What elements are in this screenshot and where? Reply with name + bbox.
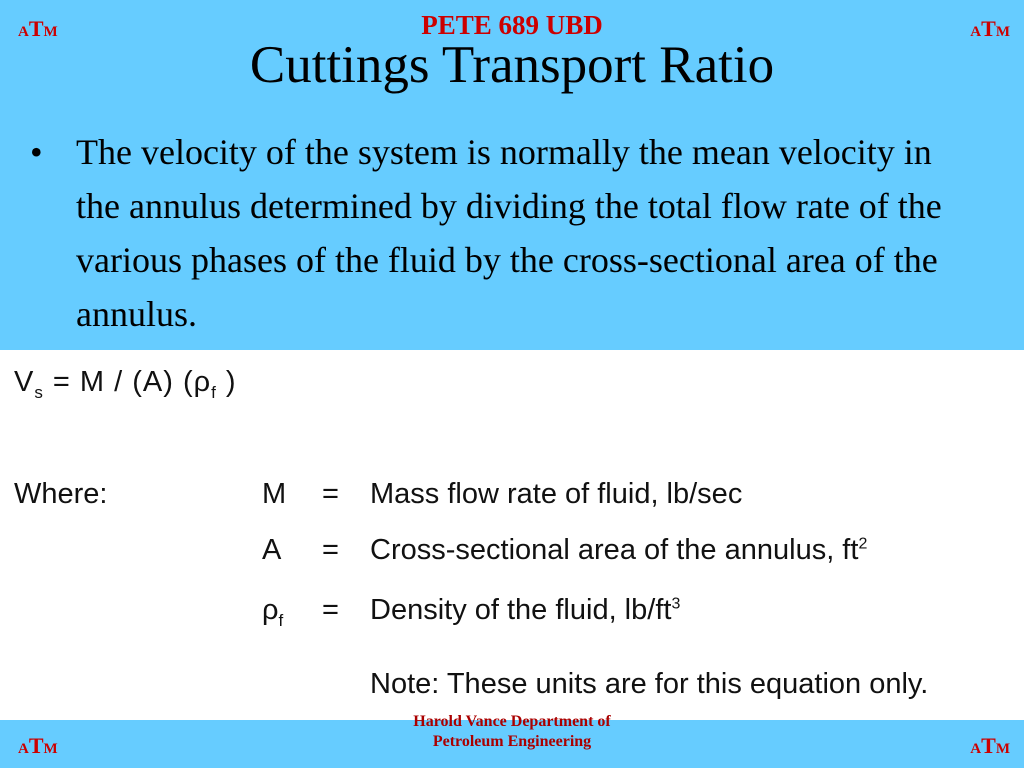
equation-rho-subscript: f	[211, 382, 217, 402]
definition-symbol: A	[262, 534, 282, 566]
course-code: PETE 689 UBD	[421, 10, 603, 40]
equation-lhs: V	[14, 366, 35, 398]
definition-symbol: M	[262, 478, 287, 510]
logo-letter-m: M	[43, 24, 58, 40]
logo-letter-m: M	[995, 24, 1010, 40]
logo-letter-t: T	[981, 16, 996, 41]
logo-letter-a: A	[970, 24, 982, 40]
logo-letter-a: A	[18, 24, 29, 40]
logo-letter-t: T	[981, 733, 996, 758]
logo-letter-t: T	[28, 16, 44, 41]
footer-line-2: Petroleum Engineering	[432, 733, 592, 750]
bullet-marker: •	[30, 132, 43, 172]
equation-close: )	[216, 366, 237, 398]
logo-letter-m: M	[995, 741, 1010, 757]
velocity-equation	[14, 366, 237, 403]
footer-line-1: Harold Vance Department of	[413, 713, 611, 730]
definition-description: Mass flow rate of fluid, lb/sec	[370, 478, 743, 510]
footer-department	[0, 712, 1024, 752]
equation-lhs-subscript: s	[34, 382, 44, 402]
where-label: Where:	[14, 478, 108, 510]
logo-letter-m: M	[43, 741, 58, 757]
equation-rhs: = M / (A) (	[52, 366, 194, 398]
logo-letter-a: A	[970, 741, 982, 757]
definition-description: Cross-sectional area of the annulus, $ft^2$	[370, 534, 868, 566]
definition-equals: =	[322, 478, 339, 510]
units-note: Note: These units are for this equation only.	[370, 668, 929, 700]
definition-equals: =	[322, 534, 339, 566]
logo-letter-a: A	[18, 741, 29, 757]
definition-equals: =	[322, 594, 339, 626]
equation-panel	[0, 350, 1024, 720]
logo-letter-t: T	[28, 733, 44, 758]
definition-symbol: $\rho_f$	[262, 594, 284, 630]
bullet-text: The velocity of the system is normally the mean velocity in the annulus determined by dividing the total flow rate of the various phases of the fluid by the cross-sectional area of the annulus.	[76, 132, 942, 334]
slide-title: Cuttings Transport Ratio	[249, 36, 775, 94]
definition-description: Density of the fluid, $lb/ft^3$	[370, 594, 681, 626]
equation-rho: ρ	[193, 366, 212, 398]
